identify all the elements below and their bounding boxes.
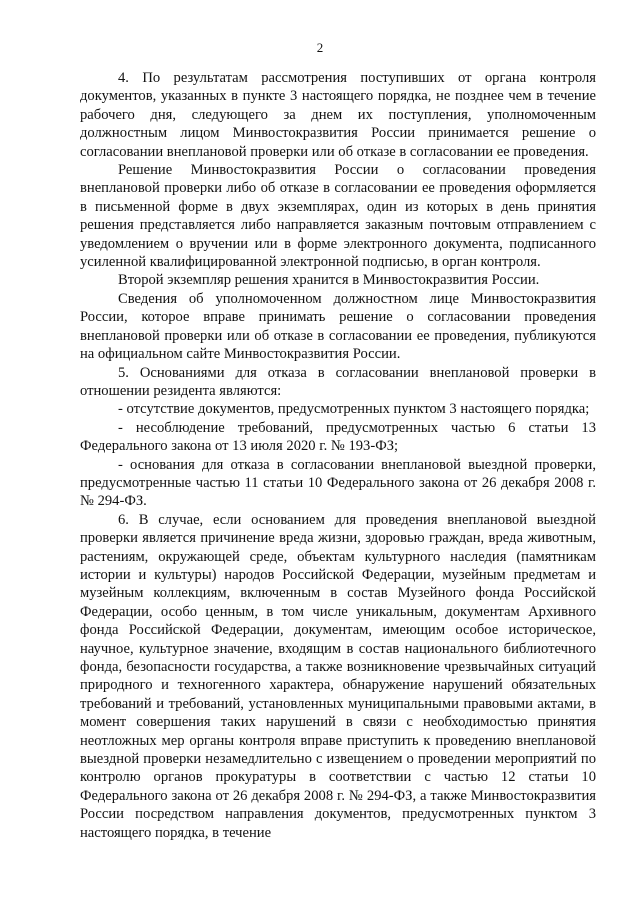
list-item-noncompliance: - несоблюдение требований, предусмотренных частью 6 статьи 13 Федерального закона от 13 июля 2020 г. № 193-ФЗ; (80, 419, 596, 455)
document-body (80, 69, 596, 842)
list-item-no-documents: - отсутствие документов, предусмотренных пунктом 3 настоящего порядка; (118, 401, 590, 418)
paragraph-second-copy: Второй экземпляр решения хранится в Минвостокразвития России. (118, 272, 540, 289)
list-item-refusal-grounds: - основания для отказа в согласовании внеплановой выездной проверки, предусмотренные частью 11 статьи 10 Федерального закона от 26 декабря 2008 г. № 294-ФЗ. (80, 456, 596, 510)
page-number: 2 (316, 40, 324, 55)
paragraph-item-4: 4. По результатам рассмотрения поступивших от органа контроля документов, указанных в пункте 3 настоящего порядка, не позднее чем в течение рабочего дня, следующего за днем их поступления, уполномоченным должностным лицом Минвостокразвития России принимается решение о согласовании внеплановой проверки или об отказе в согласовании ее проведения. (80, 70, 596, 160)
paragraph-decision-form: Решение Минвостокразвития России о согласовании проведения внеплановой проверки либо об отказе в согласовании ее проведения оформляется в письменной форме в двух экземплярах, один из которых в день принятия решения представляется либо направляется заказным почтовым отправлением с уведомлением о вручении или в форме электронного документа, подписанного усиленной квалифицированной электронной подписью, в орган контроля. (80, 162, 596, 271)
paragraph-item-5: 5. Основаниями для отказа в согласовании внеплановой проверки в отношении резидента являются: (80, 364, 596, 399)
paragraph-official-info: Сведения об уполномоченном должностном лице Минвостокразвития России, которое вправе принимать решение о согласовании проведения внеплановой проверки или об отказе в согласовании ее проведения, публикуются на официальном сайте Минвостокразвития России. (80, 290, 596, 363)
paragraph-item-6: 6. В случае, если основанием для проведения внеплановой выездной проверки является причинение вреда жизни, здоровью граждан, вреда животным, растениям, окружающей среде, объектам культурного наследия (памятникам истории и культуры) народов Российской Федерации, музейным предметам и музейным коллекциям, включенным в состав Музейного фонда Российской Федерации, особо ценным, в том числе уникальным, документам Архивного фонда Российской Федерации, документам, имеющим особое историческое, научное, культурное значение, входящим в состав национального библиотечного фонда, безопасности государства, а также возникновение чрезвычайных ситуаций природного и техногенного характера, обнаружение нарушений обязательных требований и требований, установленных муниципальными правовыми актами, в момент совершения таких нарушений в связи с необходимостью принятия неотложных мер органы контроля вправе приступить к проведению внеплановой выездной проверки незамедлительно с извещением о проведении мероприятий по контролю органов прокуратуры в соответствии с частью 12 статьи 10 Федерального закона от 26 декабря 2008 г. № 294-ФЗ, а также Минвостокразвития России посредством направления документов, предусмотренных пунктом 3 настоящего порядка, в течение (80, 511, 596, 841)
